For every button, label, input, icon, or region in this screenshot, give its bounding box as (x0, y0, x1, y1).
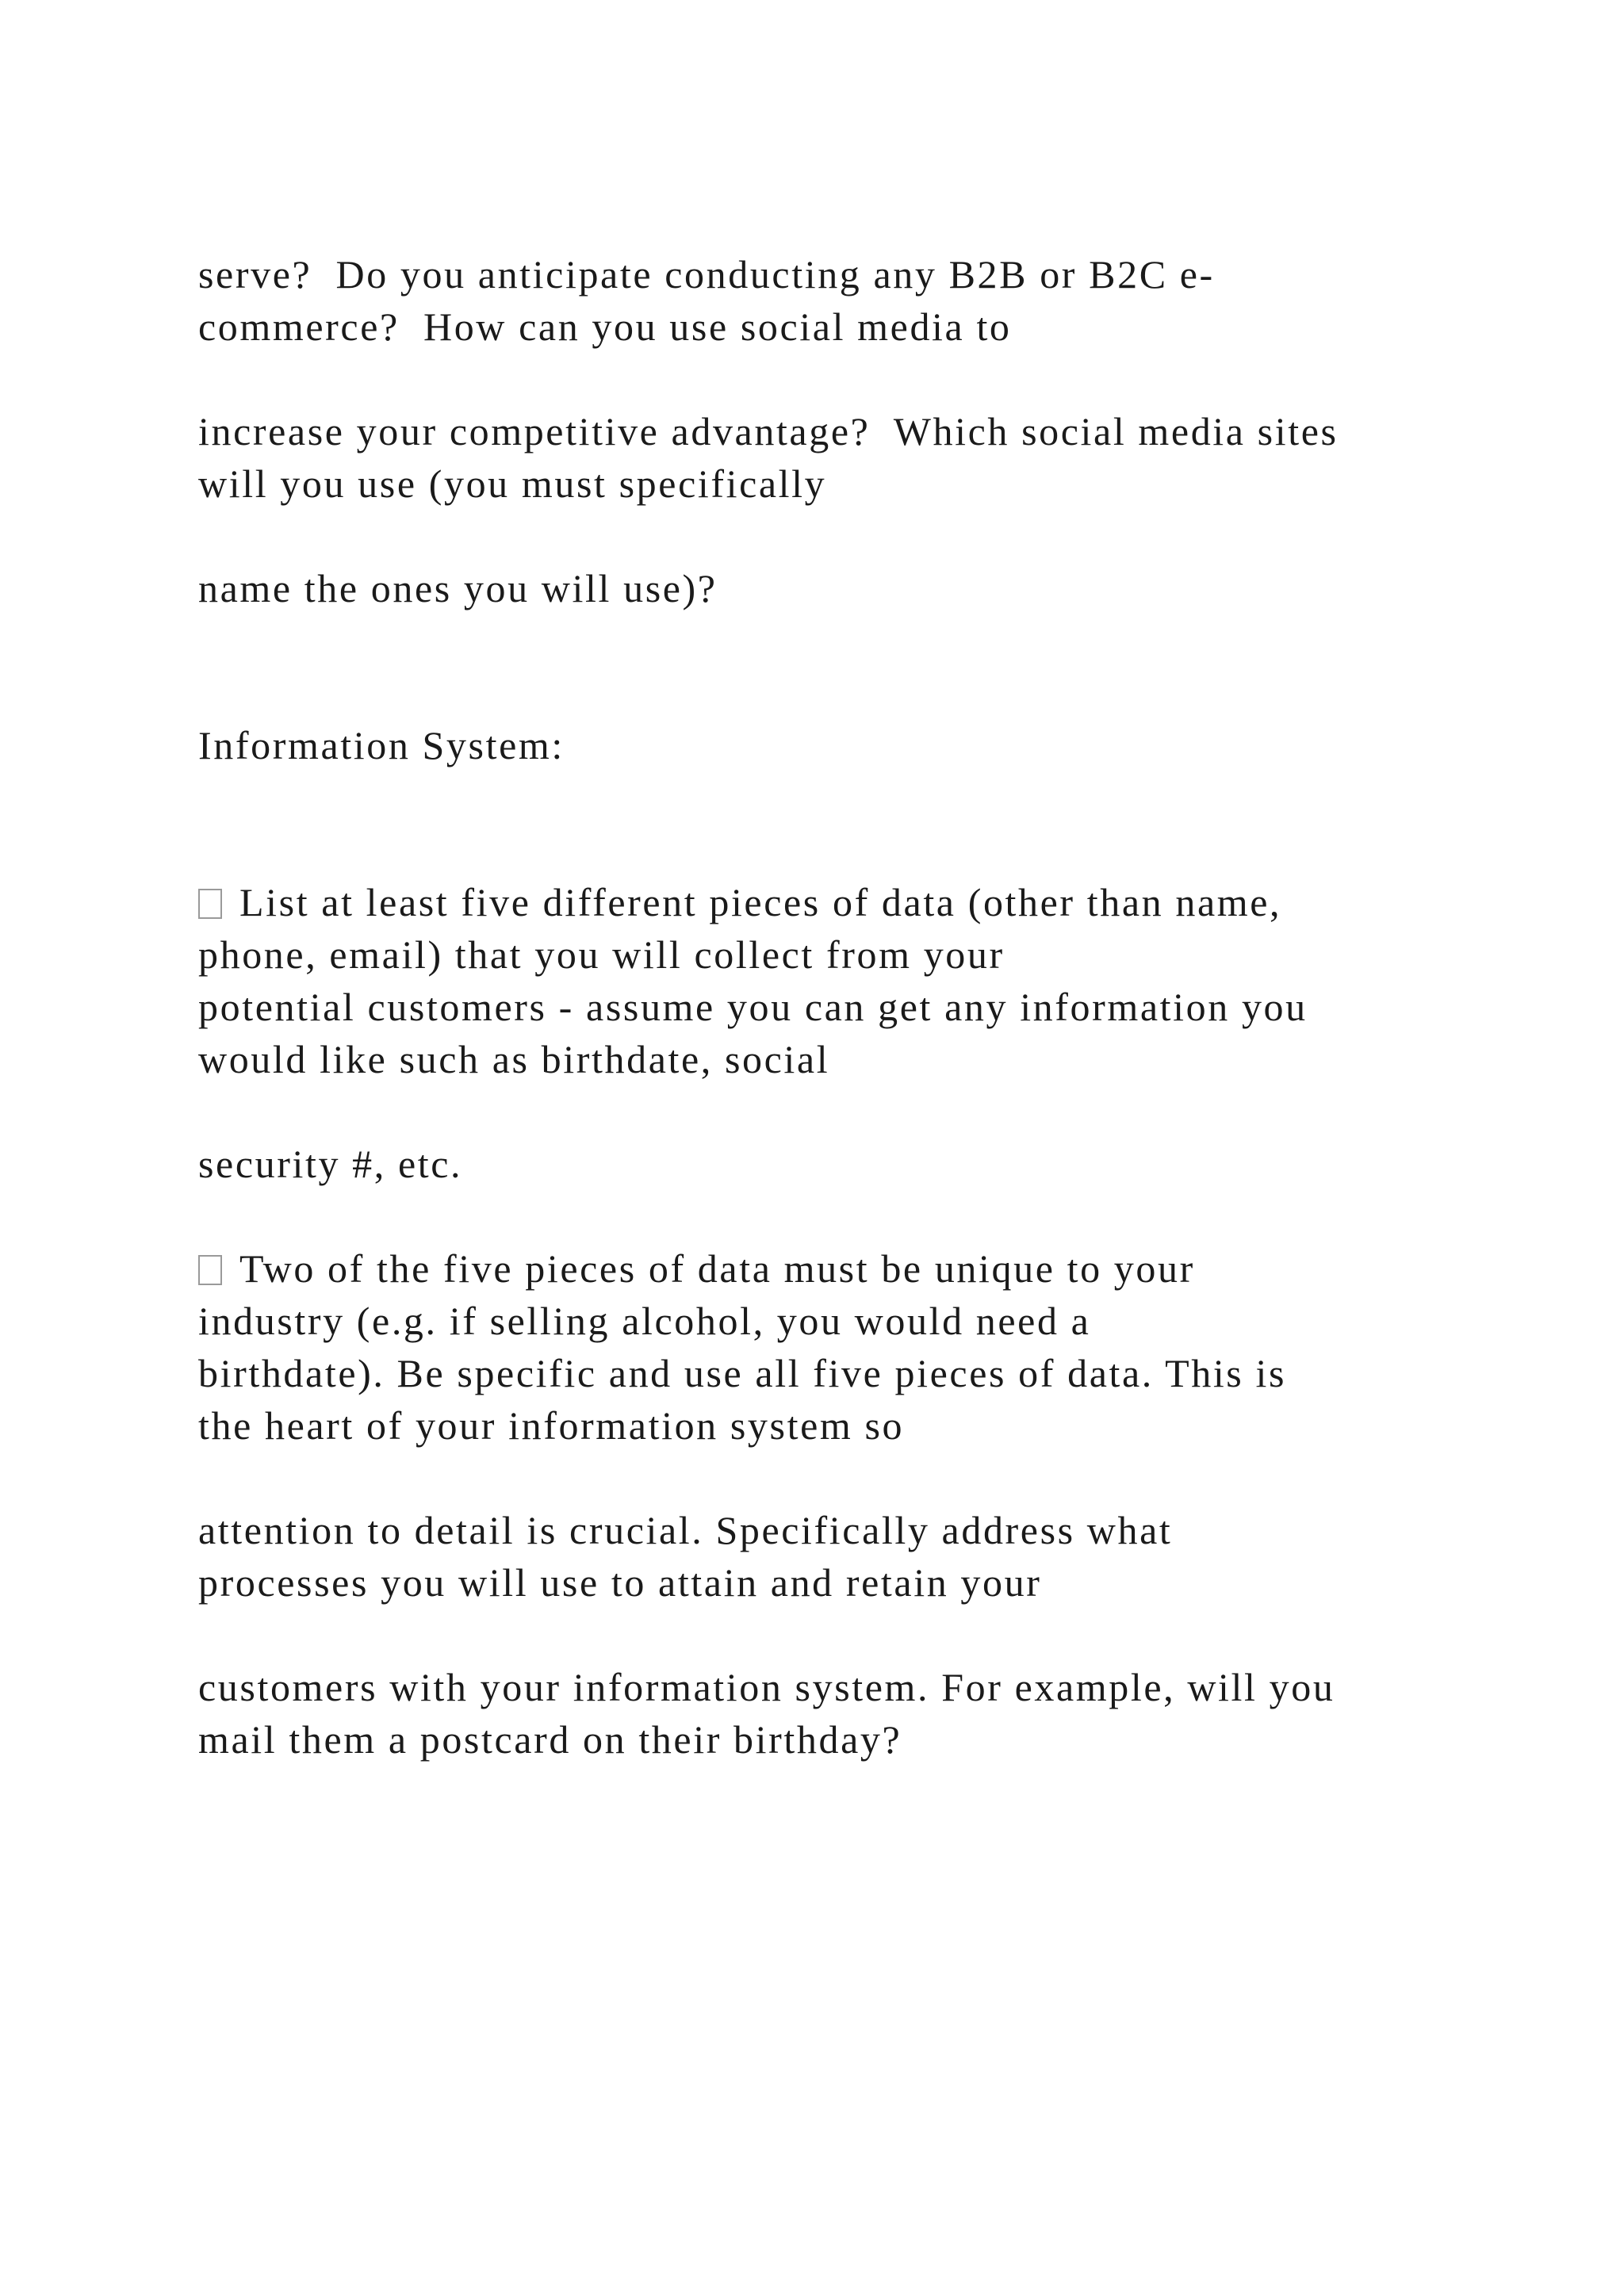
text-line: birthdate). Be specific and use all five pieces of data. This is (198, 1351, 1287, 1395)
text-line: would like such as birthdate, social (198, 1037, 830, 1081)
text-line: security #, etc. (198, 1142, 463, 1186)
text-line: potential customers - assume you can get any information you (198, 985, 1308, 1029)
text-line: industry (e.g. if selling alcohol, you would need a (198, 1299, 1091, 1343)
text-line: the heart of your information system so (198, 1403, 905, 1448)
section-heading: Information System: (198, 723, 565, 767)
text-line: will you use (you must specifically (198, 461, 827, 506)
text-line: commerce? How can you use social media to (198, 304, 1012, 349)
text-line: Two of the five pieces of data must be unique to your (239, 1246, 1195, 1291)
text-line: mail them a postcard on their birthday? (198, 1717, 902, 1762)
bullet-item (198, 1245, 1195, 1292)
bullet-box-icon (198, 1255, 222, 1285)
text-line: serve? Do you anticipate conducting any B2B or B2C e- (198, 252, 1215, 297)
bullet-box-icon (198, 889, 222, 919)
text-line: increase your competitive advantage? Which social media sites (198, 409, 1339, 453)
bullet-item (198, 878, 1281, 926)
text-line: List at least five different pieces of data (other than name, (239, 880, 1282, 924)
text-line: processes you will use to attain and retain your (198, 1560, 1042, 1605)
text-line: name the ones you will use)? (198, 566, 718, 610)
text-line: phone, email) that you will collect from your (198, 932, 1005, 977)
text-line: attention to detail is crucial. Specifically address what (198, 1508, 1173, 1552)
text-line: customers with your information system. For example, will you (198, 1665, 1335, 1709)
